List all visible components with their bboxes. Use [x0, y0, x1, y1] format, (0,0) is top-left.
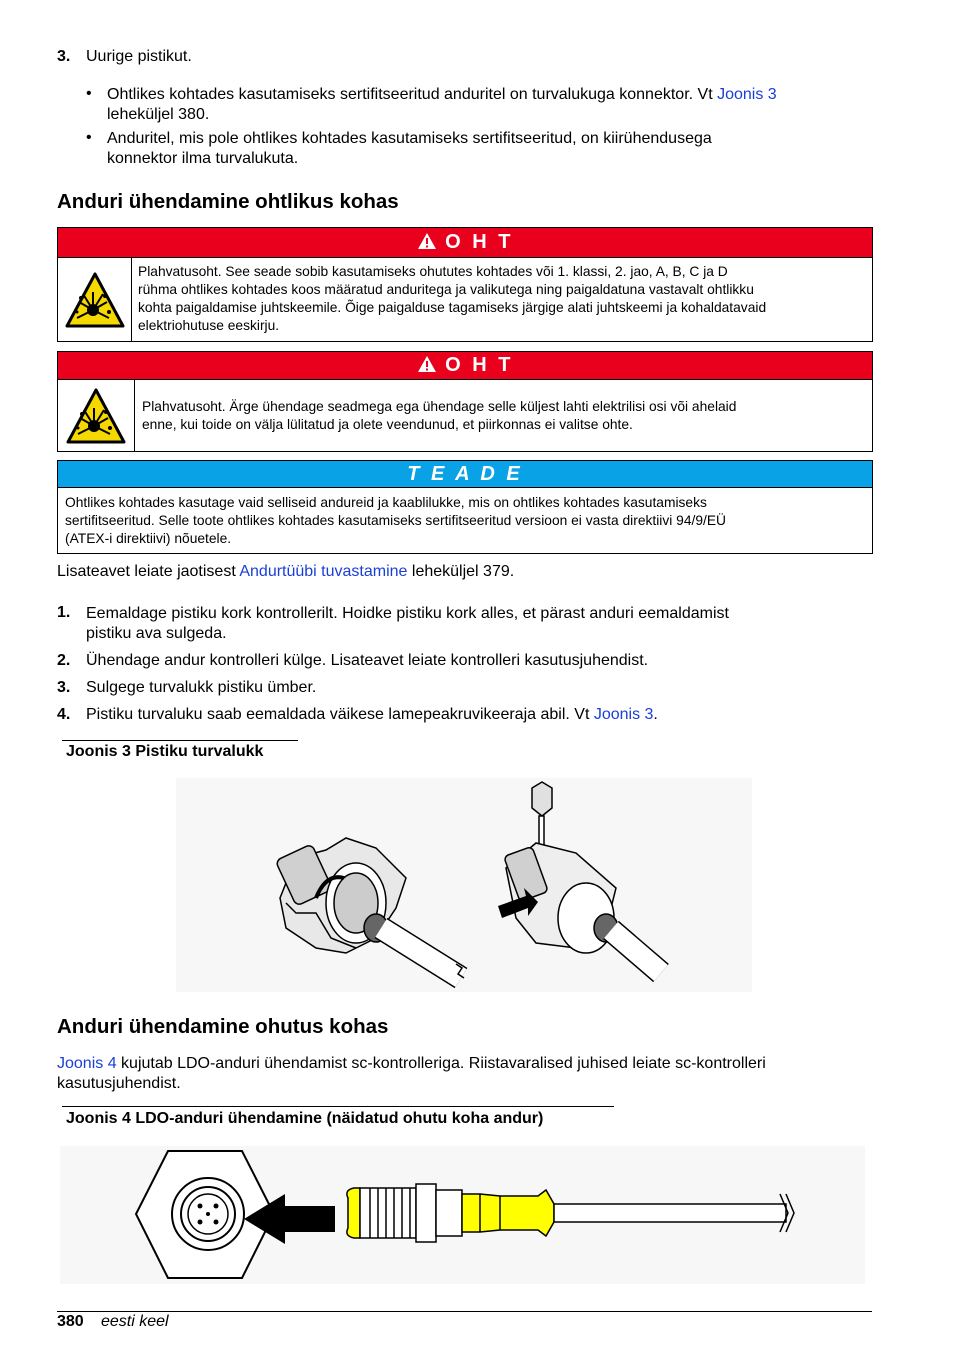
bullet-dot: • — [86, 85, 92, 102]
danger-message: Plahvatusoht. Ärge ühendage seadmega ega ühendage selle küljest lahti elektrilisi osi või ahelaid enne, kui toide on välja lülitatud ja olete veendunud, et piirkonnas ei valitse ohte. — [142, 399, 737, 432]
bullet-dot: • — [86, 129, 92, 146]
figure-rule — [62, 1106, 614, 1107]
warning-triangle-icon — [417, 231, 446, 253]
figure-3-illustration — [176, 778, 752, 992]
figure-4-illustration — [60, 1146, 865, 1284]
page-number: 380 — [57, 1313, 84, 1330]
section-link[interactable]: Andurtüübi tuvastamine — [239, 563, 408, 580]
notice-box — [57, 460, 873, 554]
step-number: 3. — [57, 48, 71, 65]
bullet-item: Ohtlikes kohtades kasutamiseks sertifitseeritud anduritel on turvalukuga konnektor. Vt Joonis 3 leheküljel 380. — [107, 86, 777, 123]
screwdriver-unlock-icon — [498, 782, 661, 973]
intro-step-text: Uurige pistikut. — [86, 48, 192, 65]
more-info: Lisateavet leiate jaotisest Andurtüübi tuvastamine leheküljel 379. — [57, 563, 515, 580]
danger-bar: O H T — [58, 352, 872, 380]
locked-connector-icon — [275, 838, 464, 978]
step-number: 2. — [57, 652, 71, 669]
sensor-connector-icon — [347, 1184, 794, 1242]
icon-cell — [58, 258, 132, 341]
icon-cell — [58, 380, 135, 451]
step-number: 1. — [57, 604, 71, 621]
step-text: Sulgege turvalukk pistiku ümber. — [86, 679, 317, 696]
footer-rule — [57, 1311, 872, 1312]
step-number: 4. — [57, 706, 71, 723]
section-heading: Anduri ühendamine ohutus kohas — [57, 1015, 389, 1038]
notice-message: Ohtlikes kohtades kasutage vaid selliseid andureid ja kaablilukke, mis on ohtlikes kohtades kasutamiseks sertifitseeritud. Selle toote ohtlikes kohtades kasutamiseks sertifitseeritud versioon ei vasta direktiivi 94/9/EÜ (ATEX-i direktiivi) nõuetele. — [65, 495, 727, 546]
section-heading: Anduri ühendamine ohtlikus kohas — [57, 190, 399, 213]
intro-step — [57, 48, 70, 66]
danger-message: Plahvatusoht. See seade sobib kasutamiseks ohututes kohtades või 1. klassi, 2. jao, A, B, C ja D rühma ohtlikes kohtades koos määratud anduritega ja valikutega ning paigaldatuna vastavalt ohtlikku kohta paigaldamise juhtskeemile. Õige paigalduse tagamiseks järgige alati juhtskeemi ja kohaldatavaid elektriohutuse eeskirju. — [138, 264, 767, 333]
step-text: Eemaldage pistiku kork kontrollerilt. Hoidke pistiku kork alles, et pärast anduri eemaldamist pistiku ava sulgeda. — [86, 605, 729, 642]
figure-link[interactable]: Joonis 3 — [593, 706, 654, 723]
danger-bar: O H T — [58, 228, 872, 258]
notice-bar: T E A D E — [58, 461, 872, 488]
step-text: Pistiku turvaluku saab eemaldada väikese lamepeakruvikeeraja abil. Vt Joonis 3. — [86, 706, 658, 723]
section-paragraph: Joonis 4 kujutab LDO-anduri ühendamist sc-kontrolleriga. Riistavaralised juhised leiate sc-kontrolleri kasutusjuhendist. — [57, 1055, 766, 1092]
explosion-hazard-icon — [66, 388, 126, 444]
figure-link[interactable]: Joonis 4 — [57, 1055, 117, 1072]
figure-rule — [62, 740, 298, 741]
explosion-hazard-icon — [65, 272, 125, 328]
step-text: Ühendage andur kontrolleri külge. Lisateavet leiate kontrolleri kasutusjuhendist. — [86, 652, 649, 669]
bullet-item: Anduritel, mis pole ohtlikes kohtades kasutamiseks sertifitseeritud, on kiirühendusega konnektor ilma turvalukuta. — [107, 130, 712, 167]
danger-box — [57, 351, 873, 452]
figure-title: Joonis 3 Pistiku turvalukk — [66, 743, 264, 760]
warning-triangle-icon — [417, 354, 446, 376]
footer-language: eesti keel — [101, 1313, 169, 1330]
danger-box — [57, 227, 873, 342]
figure-title: Joonis 4 LDO-anduri ühendamine (näidatud ohutu koha andur) — [66, 1110, 544, 1127]
step-number: 3. — [57, 679, 71, 696]
figure-link[interactable]: Joonis 3 — [717, 86, 777, 103]
